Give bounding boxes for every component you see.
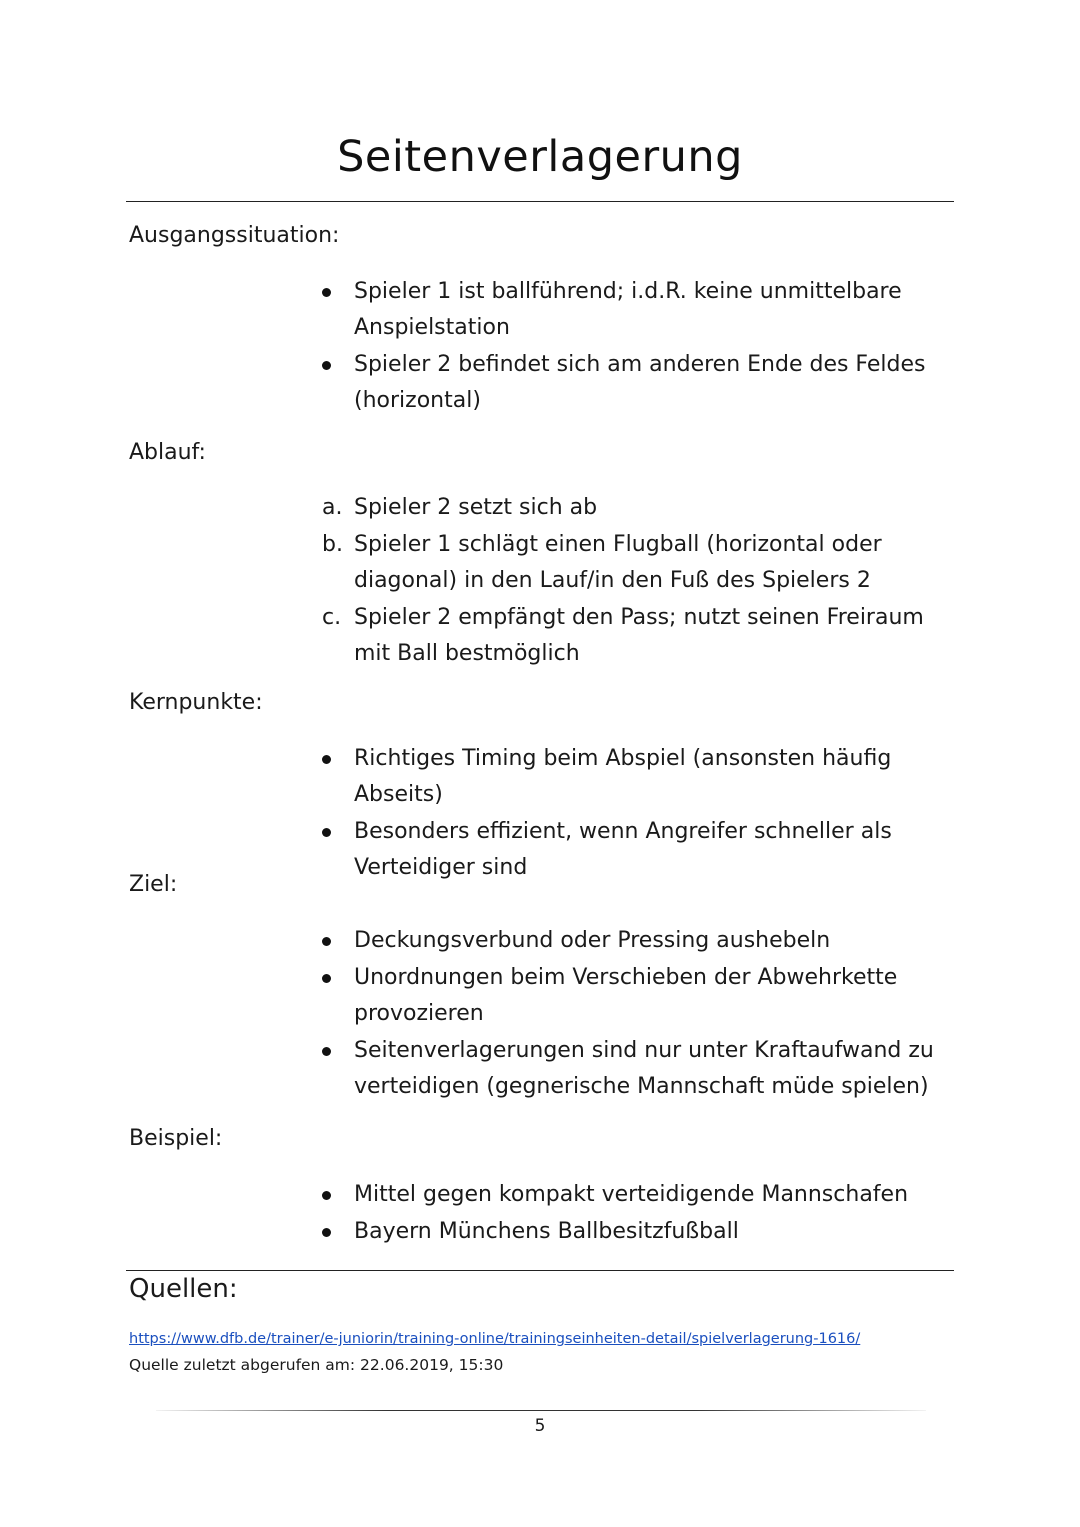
sources-heading: Quellen:: [129, 1274, 238, 1304]
bullet-icon: [322, 755, 331, 764]
list-item: Besonders effizient, wenn Angreifer schneller als Verteidiger sind: [322, 814, 962, 886]
list-item: Unordnungen beim Verschieben der Abwehrkette provozieren: [322, 960, 962, 1032]
page-number: 5: [534, 1416, 546, 1436]
list-item: Deckungsverbund oder Pressing aushebeln: [322, 923, 962, 959]
list-item: Spieler 2 befindet sich am anderen Ende des Feldes (horizontal): [322, 347, 962, 419]
list-item: b. Spieler 1 schlägt einen Flugball (horizontal oder diagonal) in den Lauf/in den Fuß des Spielers 2: [322, 527, 962, 599]
bullet-icon: [322, 1228, 331, 1237]
section-label-ausgangssituation: Ausgangssituation:: [129, 223, 340, 248]
list-item: a. Spieler 2 setzt sich ab: [322, 490, 962, 526]
list-item: Mittel gegen kompakt verteidigende Mannschafen: [322, 1177, 962, 1213]
section-label-beispiel: Beispiel:: [129, 1126, 223, 1151]
list-kernpunkte: [322, 741, 962, 887]
list-item: Bayern Münchens Ballbesitzfußball: [322, 1214, 962, 1250]
title-divider: [126, 201, 954, 202]
source-retrieved-date: Quelle zuletzt abgerufen am: 22.06.2019, 15:30: [129, 1356, 504, 1374]
list-item: Richtiges Timing beim Abspiel (ansonsten häufig Abseits): [322, 741, 962, 813]
section-label-kernpunkte: Kernpunkte:: [129, 690, 263, 715]
bullet-icon: [322, 974, 331, 983]
bullet-icon: [322, 288, 331, 297]
bullet-icon: [322, 937, 331, 946]
list-marker: a.: [322, 495, 343, 520]
list-beispiel: [322, 1177, 962, 1251]
section-label-ablauf: Ablauf:: [129, 440, 206, 465]
bullet-icon: [322, 1047, 331, 1056]
sources-divider: [126, 1270, 954, 1271]
list-item: Spieler 1 ist ballführend; i.d.R. keine unmittelbare Anspielstation: [322, 274, 962, 346]
bullet-icon: [322, 828, 331, 837]
bullet-icon: [322, 361, 331, 370]
footer-divider: [156, 1410, 926, 1411]
list-item: c. Spieler 2 empfängt den Pass; nutzt seinen Freiraum mit Ball bestmöglich: [322, 600, 962, 672]
section-label-ziel: Ziel:: [129, 872, 178, 897]
list-marker: c.: [322, 605, 342, 630]
list-ausgangssituation: [322, 274, 962, 420]
list-ablauf: [322, 490, 962, 673]
list-ziel: [322, 923, 962, 1106]
list-marker: b.: [322, 532, 343, 557]
list-item: Seitenverlagerungen sind nur unter Kraftaufwand zu verteidigen (gegnerische Mannschaft müde spielen): [322, 1033, 962, 1105]
bullet-icon: [322, 1191, 331, 1200]
page-title: Seitenverlagerung: [337, 132, 743, 182]
source-link[interactable]: https://www.dfb.de/trainer/e-juniorin/training-online/trainingseinheiten-detail/spielverlagerung-1616/: [129, 1331, 861, 1347]
